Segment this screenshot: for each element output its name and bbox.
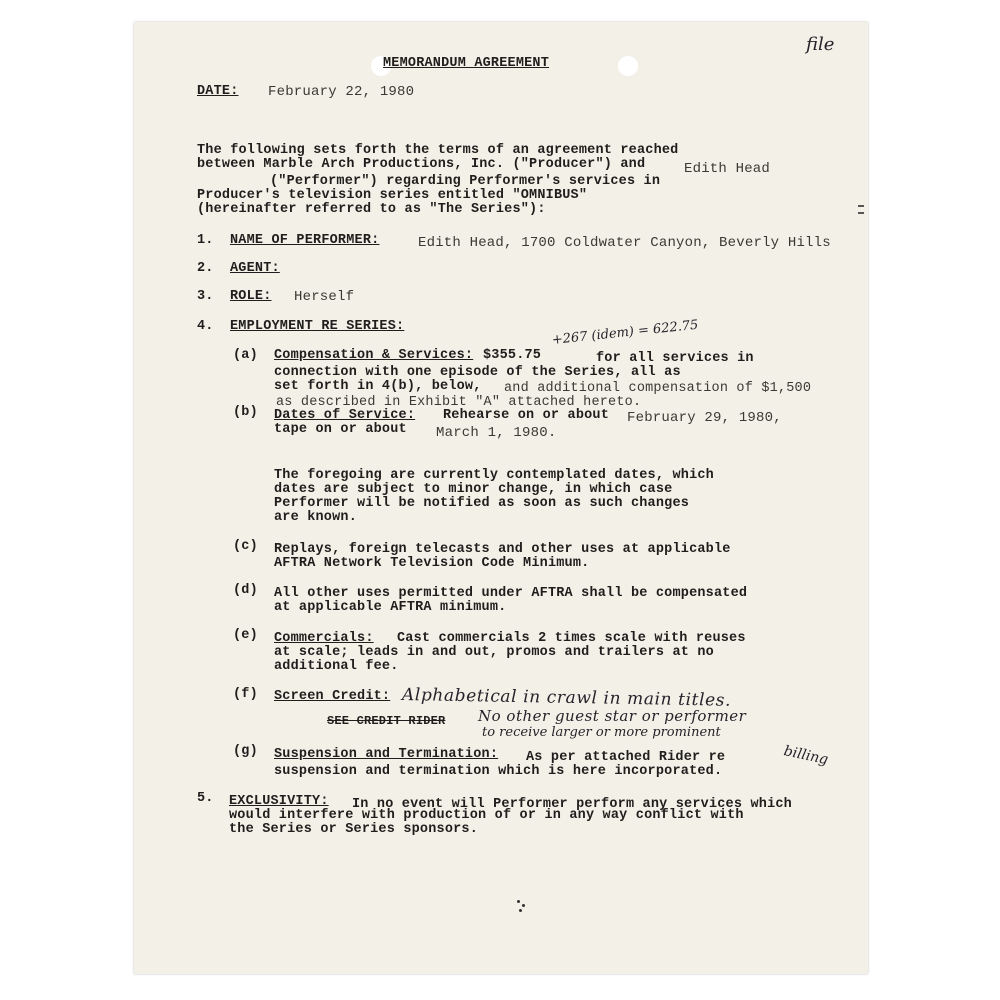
screen-credit-handwritten-1: Alphabetical in crawl in main titles. — [401, 685, 732, 711]
page-mark — [517, 900, 520, 903]
item-4b-note-4: are known. — [274, 510, 358, 525]
item-4b-note-1: The foregoing are currently contemplated dates, which — [274, 468, 714, 483]
item-4a-line-4: as described in Exhibit "A" attached hereto. — [276, 395, 642, 410]
item-4g-line-2: suspension and termination which is here incorporated. — [274, 764, 723, 779]
item-4b-note-3: Performer will be notified as soon as such changes — [274, 496, 690, 511]
item-4g-label: Suspension and Termination: — [274, 747, 499, 762]
item-4f-letter: (f) — [233, 687, 258, 702]
item-3-label: ROLE: — [230, 289, 272, 304]
item-5-line-3: the Series or Series sponsors. — [229, 822, 479, 837]
item-4a-amount: $355.75 — [483, 348, 542, 363]
document-title: MEMORANDUM AGREEMENT — [383, 56, 550, 71]
date-value: February 22, 1980 — [268, 84, 415, 100]
item-4a-letter: (a) — [233, 348, 258, 363]
item-4e-line-2: at scale; leads in and out, promos and trailers at no — [274, 645, 714, 660]
item-4c-line-1: Replays, foreign telecasts and other uses at applicable — [274, 542, 731, 557]
screen-credit-handwritten-2: No other guest star or performer — [478, 707, 747, 725]
intro-performer-name: Edith Head — [684, 161, 771, 177]
item-5-label: EXCLUSIVITY: — [229, 794, 329, 809]
screen-credit-handwritten-4: billing — [782, 743, 830, 769]
item-1-label: NAME OF PERFORMER: — [230, 233, 380, 248]
punch-hole-right — [618, 56, 638, 76]
item-4a-line-3a: set forth in 4(b), below, — [274, 379, 482, 394]
item-1-number: 1. — [197, 233, 214, 248]
intro-line-3: ("Performer") regarding Performer's services in — [270, 174, 661, 189]
item-4a-line-2: connection with one episode of the Series, all as — [274, 365, 681, 380]
margin-mark — [858, 212, 864, 214]
struck-credit-rider: SEE CREDIT RIDER — [327, 714, 446, 728]
item-4d-letter: (d) — [233, 583, 258, 598]
item-4e-line-3: additional fee. — [274, 659, 399, 674]
item-4f-label: Screen Credit: — [274, 689, 391, 704]
item-3-number: 3. — [197, 289, 214, 304]
item-4a-line-1-rest: for all services in — [596, 351, 754, 366]
item-4b-rehearse: Rehearse on or about — [443, 408, 610, 423]
item-5-line-1-rest: In no event will Performer perform any services which — [352, 797, 792, 812]
intro-line-4: Producer's television series entitled "OMNIBUS" — [197, 188, 588, 203]
item-3-value: Herself — [294, 289, 355, 305]
item-4e-line-1-rest: Cast commercials 2 times scale with reuses — [397, 631, 746, 646]
date-label: DATE: — [197, 84, 239, 99]
item-4b-tape-date: March 1, 1980. — [436, 425, 557, 441]
item-4b-tape: tape on or about — [274, 422, 407, 437]
item-2-number: 2. — [197, 261, 214, 276]
item-4b-label: Dates of Service: — [274, 408, 416, 423]
item-4d-line-1: All other uses permitted under AFTRA shall be compensated — [274, 586, 748, 601]
item-4a-line-3b: and additional compensation of $1,500 — [504, 381, 812, 396]
page-mark — [519, 909, 522, 912]
item-2-label: AGENT: — [230, 261, 280, 276]
item-4c-letter: (c) — [233, 539, 258, 554]
intro-line-1: The following sets forth the terms of an agreement reached — [197, 143, 679, 158]
item-4-number: 4. — [197, 319, 214, 334]
intro-line-5: (hereinafter referred to as "The Series"): — [197, 202, 546, 217]
item-4d-line-2: at applicable AFTRA minimum. — [274, 600, 507, 615]
item-4e-letter: (e) — [233, 628, 258, 643]
item-4a-label: Compensation & Services: — [274, 348, 474, 363]
item-1-value: Edith Head, 1700 Coldwater Canyon, Beverly Hills — [418, 235, 831, 251]
margin-mark — [858, 205, 864, 207]
item-4b-note-2: dates are subject to minor change, in which case — [274, 482, 673, 497]
item-4g-letter: (g) — [233, 744, 258, 759]
screen-credit-handwritten-3: to receive larger or more prominent — [482, 725, 721, 740]
item-4b-rehearse-date: February 29, 1980, — [627, 410, 782, 426]
handwritten-total: +267 (idem) = 622.75 — [551, 317, 700, 348]
intro-line-2: between Marble Arch Productions, Inc. ("Producer") and — [197, 157, 646, 172]
item-4b-letter: (b) — [233, 405, 258, 420]
item-5-line-2: would interfere with production of or in any way conflict with — [229, 808, 744, 823]
page-mark — [522, 904, 525, 907]
item-4c-line-2: AFTRA Network Television Code Minimum. — [274, 556, 590, 571]
item-4e-label: Commercials: — [274, 631, 374, 646]
item-4-label: EMPLOYMENT RE SERIES: — [230, 319, 405, 334]
corner-note: file — [806, 34, 835, 55]
item-5-number: 5. — [197, 791, 214, 806]
item-4g-line-1-rest: As per attached Rider re — [526, 750, 726, 765]
